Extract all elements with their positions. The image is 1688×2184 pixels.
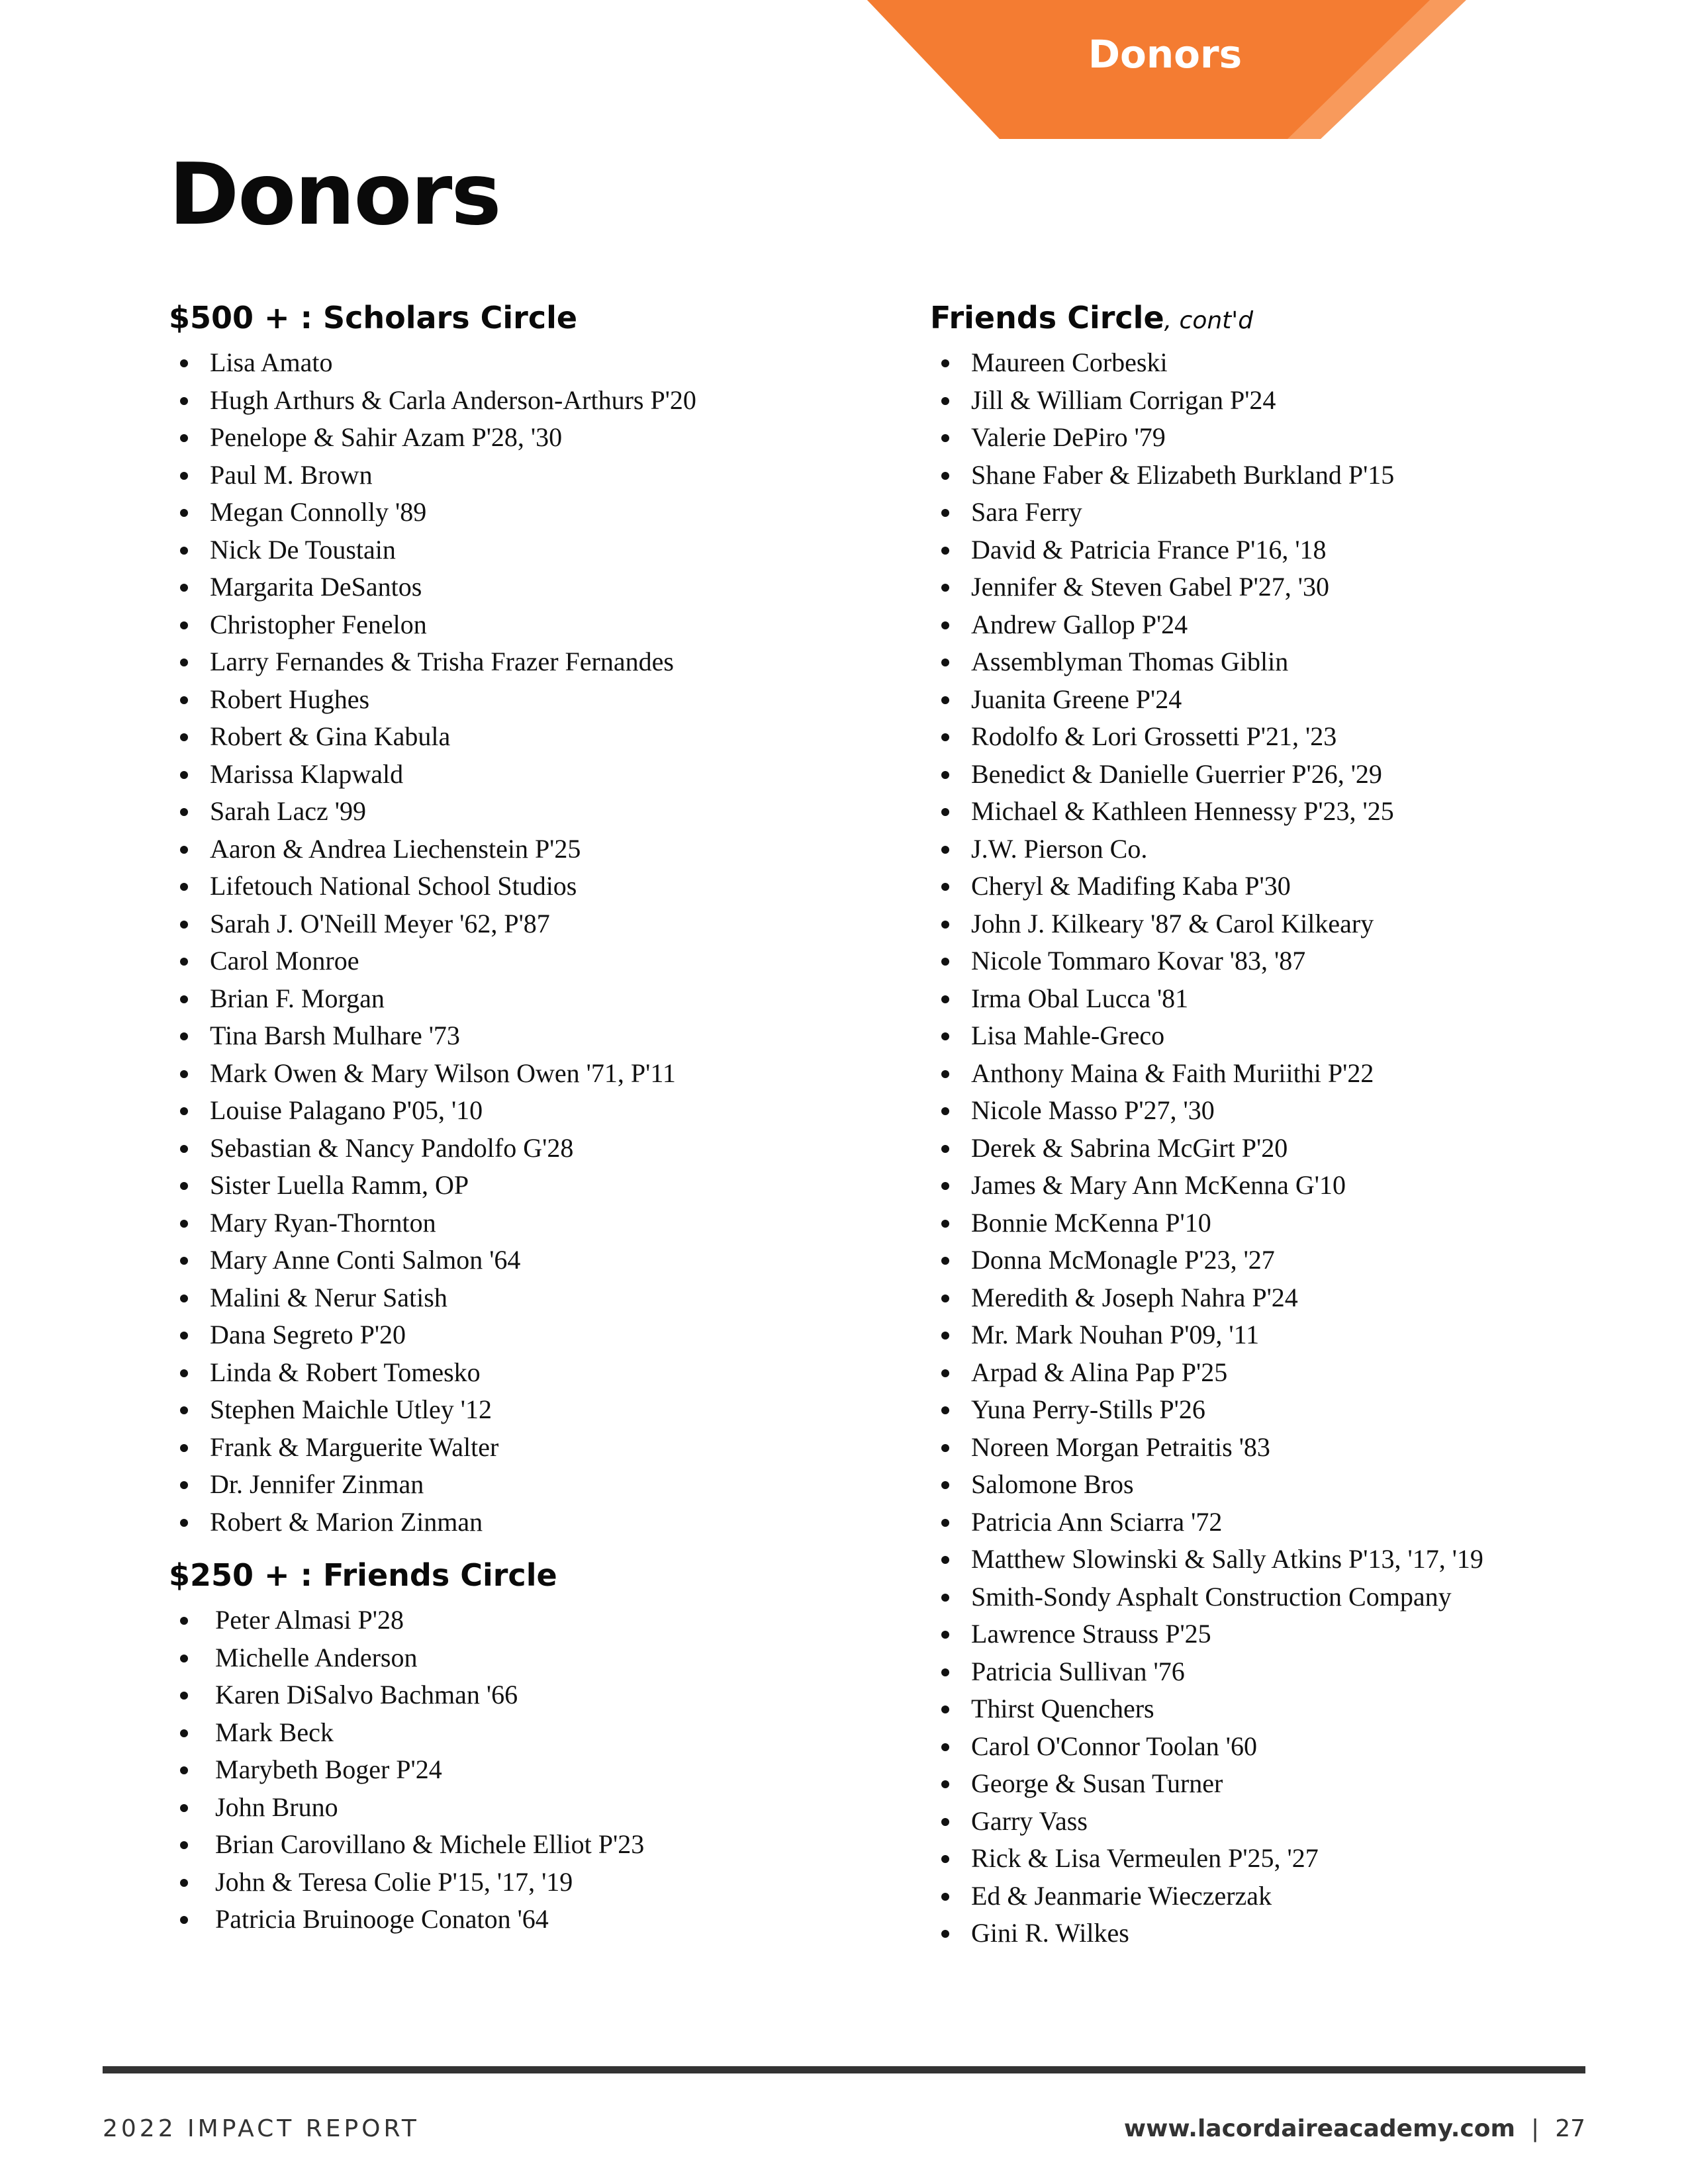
- header-tab-shape: [0, 0, 1688, 142]
- donor-list-item: Paul M. Brown: [169, 457, 864, 494]
- donor-list-item: Patricia Bruinooge Conaton '64: [169, 1901, 864, 1938]
- footer-url[interactable]: www.lacordaireacademy.com: [1123, 2115, 1516, 2142]
- donor-list-item: Sister Luella Ramm, OP: [169, 1167, 864, 1205]
- donor-list-item: Mary Anne Conti Salmon '64: [169, 1242, 864, 1279]
- donor-list-item: Carol O'Connor Toolan '60: [930, 1728, 1592, 1766]
- donor-list-item: Lifetouch National School Studios: [169, 868, 864, 905]
- donor-list-item: Stephen Maichle Utley '12: [169, 1391, 864, 1429]
- donor-list-item: Brian F. Morgan: [169, 980, 864, 1018]
- footer-rule: [103, 2066, 1585, 2073]
- header-tab: [0, 0, 1688, 142]
- donor-list-item: Assemblyman Thomas Giblin: [930, 643, 1592, 681]
- donor-list-item: Robert & Gina Kabula: [169, 718, 864, 756]
- donor-list-item: Nicole Tommaro Kovar '83, '87: [930, 942, 1592, 980]
- donor-list-item: Larry Fernandes & Trisha Frazer Fernandes: [169, 643, 864, 681]
- donor-list-item: Noreen Morgan Petraitis '83: [930, 1429, 1592, 1467]
- donor-list-item: Anthony Maina & Faith Muriithi P'22: [930, 1055, 1592, 1093]
- donor-list-item: Michael & Kathleen Hennessy P'23, '25: [930, 793, 1592, 831]
- donor-list-item: Carol Monroe: [169, 942, 864, 980]
- donor-list-item: Tina Barsh Mulhare '73: [169, 1017, 864, 1055]
- donor-list-item: Malini & Nerur Satish: [169, 1279, 864, 1317]
- donor-list-item: Jennifer & Steven Gabel P'27, '30: [930, 569, 1592, 606]
- donor-list-item: J.W. Pierson Co.: [930, 831, 1592, 868]
- donor-list-item: Brian Carovillano & Michele Elliot P'23: [169, 1826, 864, 1864]
- donor-list-item: Meredith & Joseph Nahra P'24: [930, 1279, 1592, 1317]
- donor-list-item: Dr. Jennifer Zinman: [169, 1466, 864, 1504]
- donor-list-item: Irma Obal Lucca '81: [930, 980, 1592, 1018]
- donor-list-item: Lisa Amato: [169, 344, 864, 382]
- donor-list-item: Robert Hughes: [169, 681, 864, 719]
- friends-circle-contd-heading: [930, 291, 1592, 344]
- donor-list-item: Sarah J. O'Neill Meyer '62, P'87: [169, 905, 864, 943]
- donor-list-item: Arpad & Alina Pap P'25: [930, 1354, 1592, 1392]
- donor-list-item: Patricia Ann Sciarra '72: [930, 1504, 1592, 1541]
- header-tab-label: Donors: [1088, 32, 1243, 77]
- donor-list-item: Salomone Bros: [930, 1466, 1592, 1504]
- donor-list-item: Dana Segreto P'20: [169, 1316, 864, 1354]
- donor-list-item: Louise Palagano P'05, '10: [169, 1092, 864, 1130]
- donor-list-item: John & Teresa Colie P'15, '17, '19: [169, 1864, 864, 1901]
- donor-list-item: Shane Faber & Elizabeth Burkland P'15: [930, 457, 1592, 494]
- right-column: [930, 291, 1592, 1952]
- donor-list-item: Sarah Lacz '99: [169, 793, 864, 831]
- donor-list-item: Matthew Slowinski & Sally Atkins P'13, '17, '19: [930, 1541, 1592, 1578]
- donor-list-item: Hugh Arthurs & Carla Anderson-Arthurs P'20: [169, 382, 864, 420]
- donor-list-item: Penelope & Sahir Azam P'28, '30: [169, 419, 864, 457]
- donor-list-item: David & Patricia France P'16, '18: [930, 531, 1592, 569]
- donor-list-item: Mark Owen & Mary Wilson Owen '71, P'11: [169, 1055, 864, 1093]
- donor-list-item: Smith-Sondy Asphalt Construction Company: [930, 1578, 1592, 1616]
- page-title: Donors: [169, 146, 500, 244]
- donor-list-item: Cheryl & Madifing Kaba P'30: [930, 868, 1592, 905]
- friends-circle-heading: $250 + : Friends Circle: [169, 1557, 557, 1593]
- donor-list-item: Nick De Toustain: [169, 531, 864, 569]
- scholars-circle-heading: $500 + : Scholars Circle: [169, 300, 578, 336]
- donor-list-item: Mr. Mark Nouhan P'09, '11: [930, 1316, 1592, 1354]
- donor-list-item: Jill & William Corrigan P'24: [930, 382, 1592, 420]
- donor-list-item: Mark Beck: [169, 1714, 864, 1752]
- donor-list-item: Lisa Mahle-Greco: [930, 1017, 1592, 1055]
- donor-list-item: Valerie DePiro '79: [930, 419, 1592, 457]
- donor-list-item: Aaron & Andrea Liechenstein P'25: [169, 831, 864, 868]
- donor-list-item: Maureen Corbeski: [930, 344, 1592, 382]
- donor-list-item: Yuna Perry-Stills P'26: [930, 1391, 1592, 1429]
- donor-list-item: Thirst Quenchers: [930, 1690, 1592, 1728]
- donor-list-item: Ed & Jeanmarie Wieczerzak: [930, 1878, 1592, 1915]
- donor-list-item: Bonnie McKenna P'10: [930, 1205, 1592, 1242]
- donor-list-item: John J. Kilkeary '87 & Carol Kilkeary: [930, 905, 1592, 943]
- donor-list-item: Sebastian & Nancy Pandolfo G'28: [169, 1130, 864, 1167]
- donor-list-item: James & Mary Ann McKenna G'10: [930, 1167, 1592, 1205]
- donor-list-item: Lawrence Strauss P'25: [930, 1615, 1592, 1653]
- donor-list-item: Megan Connolly '89: [169, 494, 864, 531]
- donor-list-item: Donna McMonagle P'23, '27: [930, 1242, 1592, 1279]
- friends-circle-list: [169, 1602, 864, 1938]
- donor-list-item: Margarita DeSantos: [169, 569, 864, 606]
- donor-list-item: Marybeth Boger P'24: [169, 1751, 864, 1789]
- donor-list-item: Derek & Sabrina McGirt P'20: [930, 1130, 1592, 1167]
- donor-list-item: Mary Ryan-Thornton: [169, 1205, 864, 1242]
- scholars-circle-list: [169, 344, 864, 1541]
- donor-list-item: Gini R. Wilkes: [930, 1915, 1592, 1952]
- donor-list-item: Juanita Greene P'24: [930, 681, 1592, 719]
- footer-separator: |: [1531, 2115, 1540, 2142]
- donor-list-item: Rodolfo & Lori Grossetti P'21, '23: [930, 718, 1592, 756]
- donor-list-item: Benedict & Danielle Guerrier P'26, '29: [930, 756, 1592, 794]
- donor-list-item: Rick & Lisa Vermeulen P'25, '27: [930, 1840, 1592, 1878]
- donor-list-item: Patricia Sullivan '76: [930, 1653, 1592, 1691]
- footer-right: [1124, 2115, 1585, 2142]
- donor-list-item: Nicole Masso P'27, '30: [930, 1092, 1592, 1130]
- donor-list-item: Garry Vass: [930, 1803, 1592, 1841]
- page-number: 27: [1555, 2115, 1585, 2142]
- donor-list-item: Linda & Robert Tomesko: [169, 1354, 864, 1392]
- donor-list-item: John Bruno: [169, 1789, 864, 1827]
- friends-circle-contd-title: Friends Circle: [930, 300, 1164, 336]
- donor-list-item: Sara Ferry: [930, 494, 1592, 531]
- donor-list-item: Robert & Marion Zinman: [169, 1504, 864, 1541]
- donor-list-item: Frank & Marguerite Walter: [169, 1429, 864, 1467]
- donor-list-item: Andrew Gallop P'24: [930, 606, 1592, 644]
- donor-list-item: Peter Almasi P'28: [169, 1602, 864, 1639]
- donor-list-item: Marissa Klapwald: [169, 756, 864, 794]
- donor-list-item: Christopher Fenelon: [169, 606, 864, 644]
- donor-list-item: Karen DiSalvo Bachman '66: [169, 1676, 864, 1714]
- left-column: [169, 291, 864, 1938]
- donor-list-item: Michelle Anderson: [169, 1639, 864, 1677]
- friends-circle-contd-list: [930, 344, 1592, 1952]
- footer-report-title: 2022 IMPACT REPORT: [103, 2115, 420, 2142]
- donor-list-item: George & Susan Turner: [930, 1765, 1592, 1803]
- contd-suffix: , cont'd: [1164, 307, 1254, 334]
